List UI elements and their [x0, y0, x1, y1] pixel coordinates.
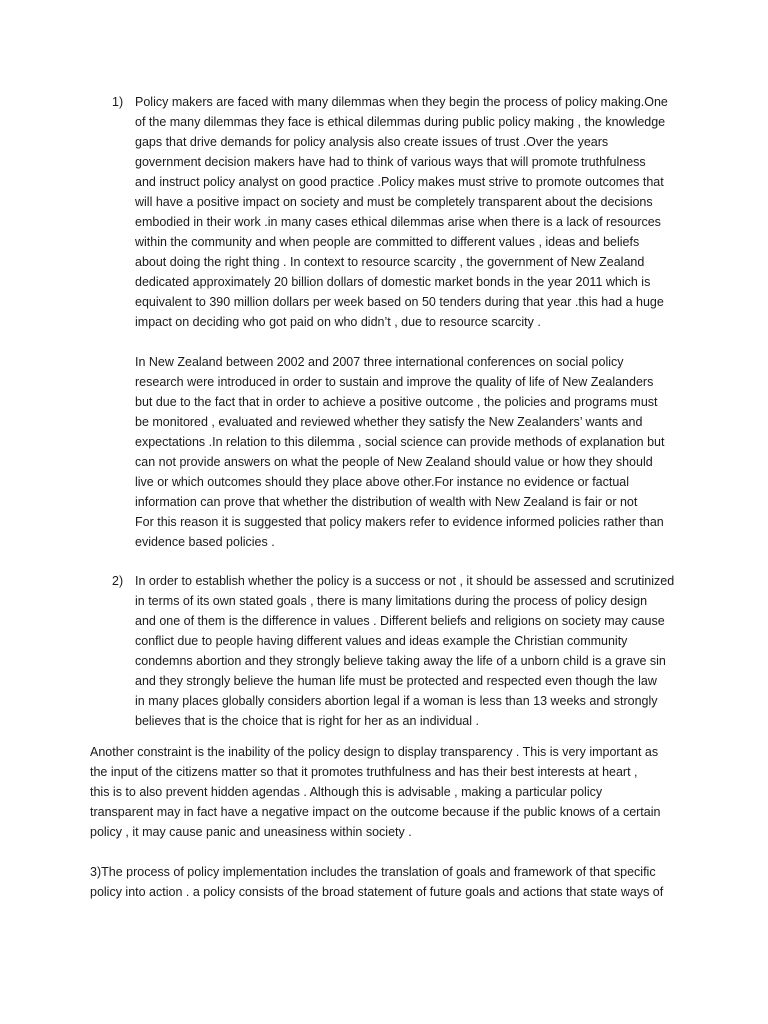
text-line: conflict due to people having different values and ideas example the Christian community [135, 634, 628, 648]
text-line: but due to the fact that in order to achieve a positive outcome , the policies and programs must [135, 395, 658, 409]
text-line: transparent may in fact have a negative impact on the outcome because if the public knows of a certain [90, 805, 661, 819]
text-line: Another constraint is the inability of the policy design to display transparency . This is very important as [90, 745, 659, 759]
text-line: Policy makers are faced with many dilemmas when they begin the process of policy making.One [135, 95, 668, 109]
text-line: In order to establish whether the policy is a success or not , it should be assessed and scrutinized [135, 574, 675, 588]
text-line: in terms of its own stated goals , there is many limitations during the process of policy design [135, 594, 648, 608]
text-line: evidence based policies . [135, 535, 275, 549]
text-line: policy , it may cause panic and uneasiness within society . [90, 825, 412, 839]
text-line: live or which outcomes should they place above other.For instance no evidence or factual [135, 475, 630, 489]
list-number: 1) [112, 95, 124, 109]
text-line: this is to also prevent hidden agendas . Although this is advisable , making a particular policy [90, 785, 603, 799]
text-line: can not provide answers on what the people of New Zealand should value or how they should [135, 455, 653, 469]
text-line: 3)The process of policy implementation includes the translation of goals and framework of that specific [90, 865, 656, 879]
text-line: In New Zealand between 2002 and 2007 three international conferences on social policy [135, 355, 624, 369]
text-line: government decision makers have had to think of various ways that will promote truthfulness [135, 155, 646, 169]
text-line: in many places globally considers abortion legal if a woman is less than 13 weeks and strongly [135, 694, 658, 708]
text-line: information can prove that whether the distribution of wealth with New Zealand is fair or not [135, 495, 638, 509]
constraint-paragraph [90, 742, 680, 842]
text-line: embodied in their work .in many cases ethical dilemmas arise when there is a lack of resources [135, 215, 661, 229]
text-line: and they strongly believe the human life must be protected and respected even though the law [135, 674, 657, 688]
text-line: be monitored , evaluated and reviewed whether they satisfy the New Zealanders’ wants and [135, 415, 643, 429]
text-line: For this reason it is suggested that policy makers refer to evidence informed policies rather than [135, 515, 664, 529]
item-3-paragraph [90, 862, 680, 902]
text-line: the input of the citizens matter so that it promotes truthfulness and has their best interests at heart , [90, 765, 638, 779]
text-line: expectations .In relation to this dilemma , social science can provide methods of explanation but [135, 435, 665, 449]
text-line: gaps that drive demands for policy analysis also create issues of trust .Over the years [135, 135, 609, 149]
text-line: dedicated approximately 20 billion dollars of domestic market bonds in the year 2011 which is [135, 275, 651, 289]
text-line: of the many dilemmas they face is ethical dilemmas during public policy making , the knowledge [135, 115, 666, 129]
text-line: will have a positive impact on society and must be completely transparent about the decisions [135, 195, 653, 209]
text-line: equivalent to 390 million dollars per week based on 50 tenders during that year .this had a huge [135, 295, 664, 309]
text-line: condemns abortion and they strongly believe taking away the life of a unborn child is a grave sin [135, 654, 666, 668]
item-2-paragraph [135, 571, 675, 731]
text-line: research were introduced in order to sustain and improve the quality of life of New Zealanders [135, 375, 654, 389]
item-1-paragraph [135, 92, 668, 332]
item-1-second-paragraph [135, 352, 675, 552]
list-number: 2) [112, 574, 124, 588]
text-line: impact on deciding who got paid on who didn’t , due to resource scarcity . [135, 315, 541, 329]
text-line: within the community and when people are committed to different values , ideas and beliefs [135, 235, 640, 249]
text-line: and instruct policy analyst on good practice .Policy makes must strive to promote outcomes that [135, 175, 664, 189]
text-line: policy into action . a policy consists of the broad statement of future goals and actions that state ways of [90, 885, 664, 899]
text-line: and one of them is the difference in values . Different beliefs and religions on society may cause [135, 614, 665, 628]
text-line: believes that is the choice that is right for her as an individual . [135, 714, 479, 728]
text-line: about doing the right thing . In context to resource scarcity , the government of New Zealand [135, 255, 645, 269]
